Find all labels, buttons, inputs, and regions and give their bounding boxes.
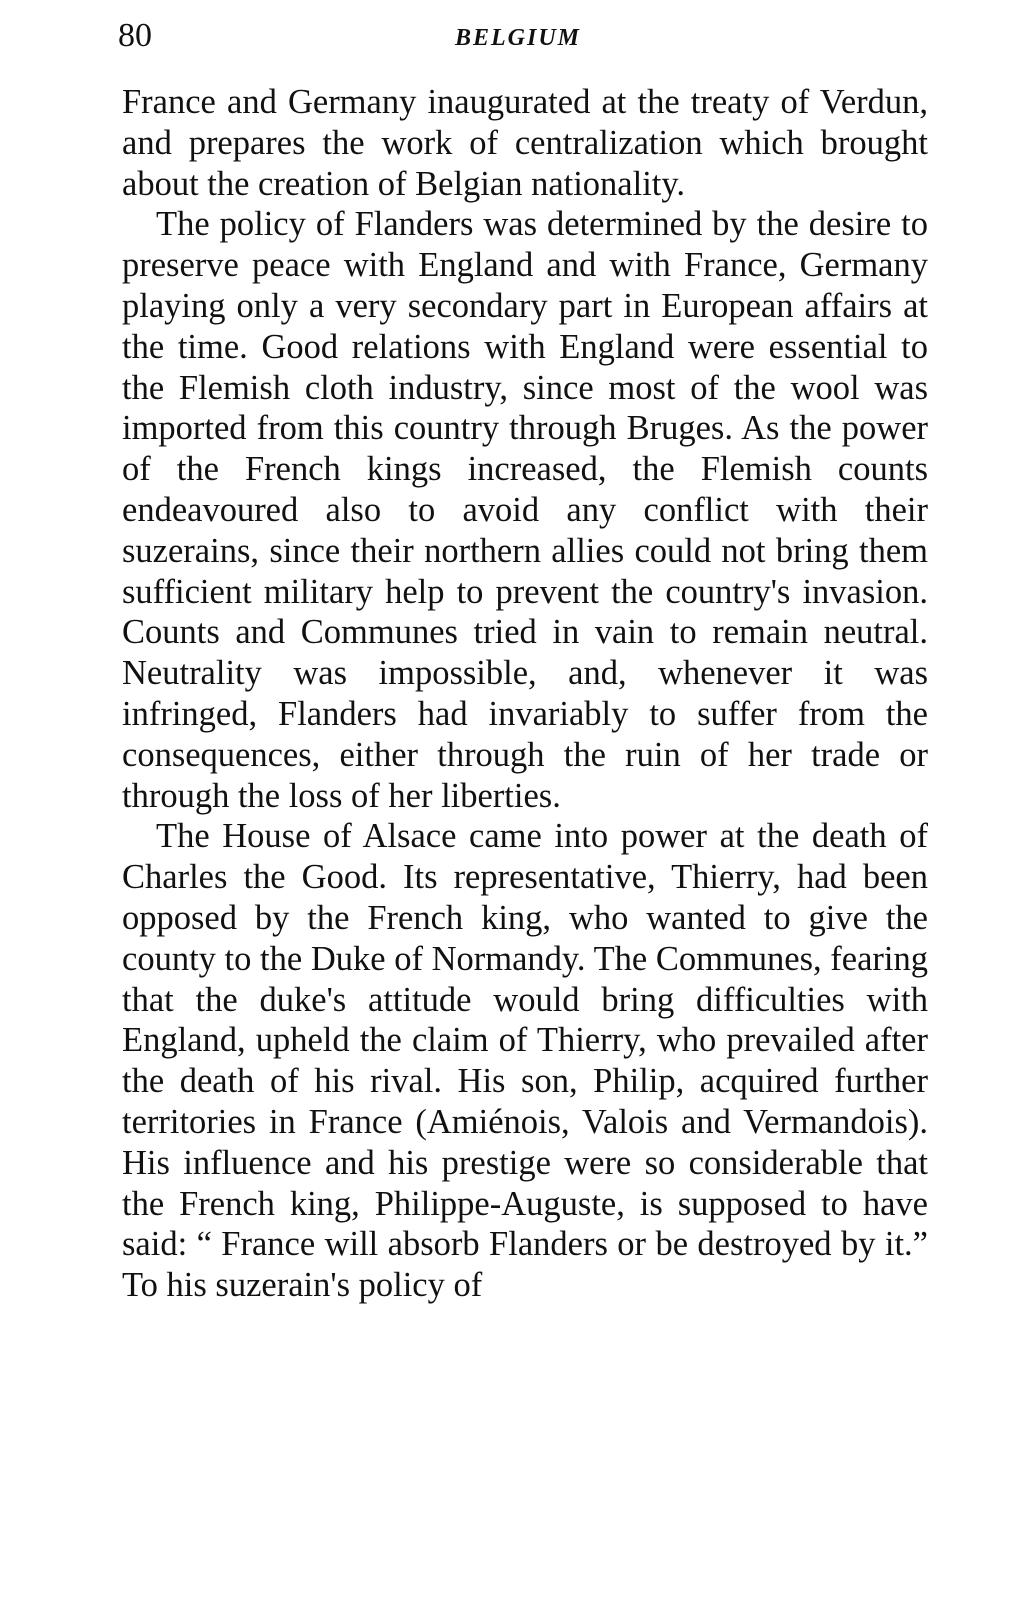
paragraph-house-of-alsace: The House of Alsace came into power at the death of Charles the Good. Its representative, Thierry, had been opposed by the French king, who wanted to give the county to the Duke of Normandy. The Communes, fearing that the duke's attitude would bring difficulties with England, upheld the claim of Thierry, who prevailed after the death of his rival. His son, Philip, acquired further territories in France (Amiénois, Valois and Vermandois). His influence and his prestige were so considerable that the French king, Philippe-Auguste, is supposed to have said: “ France will absorb Flanders or be destroyed by it.” To his suzerain's policy of: [122, 817, 928, 1305]
running-title: BELGIUM: [454, 25, 582, 51]
paragraph-continued: France and Germany inaugurated at the treaty of Verdun, and prepares the work of centralization which brought about the creation of Belgian nationality.: [122, 83, 928, 203]
paragraph-flanders-policy: The policy of Flanders was determined by the desire to preserve peace with England and with France, Germany playing only a very secondary part in European affairs at the time. Good relations with England were essential to the Flemish cloth industry, since most of the wool was imported from this country through Bruges. As the power of the French kings increased, the Flemish counts endeavoured also to avoid any conflict with their suzerains, since their northern allies could not bring them sufficient military help to prevent the country's invasion. Counts and Communes tried in vain to remain neutral. Neutrality was impossible, and, whenever it was infringed, Flanders had invariably to suffer from the consequences, either through the ruin of her trade or through the loss of her liberties.: [122, 205, 928, 815]
body-text: [122, 82, 928, 1306]
page-header: [118, 14, 918, 58]
page-number: 80: [118, 17, 152, 54]
